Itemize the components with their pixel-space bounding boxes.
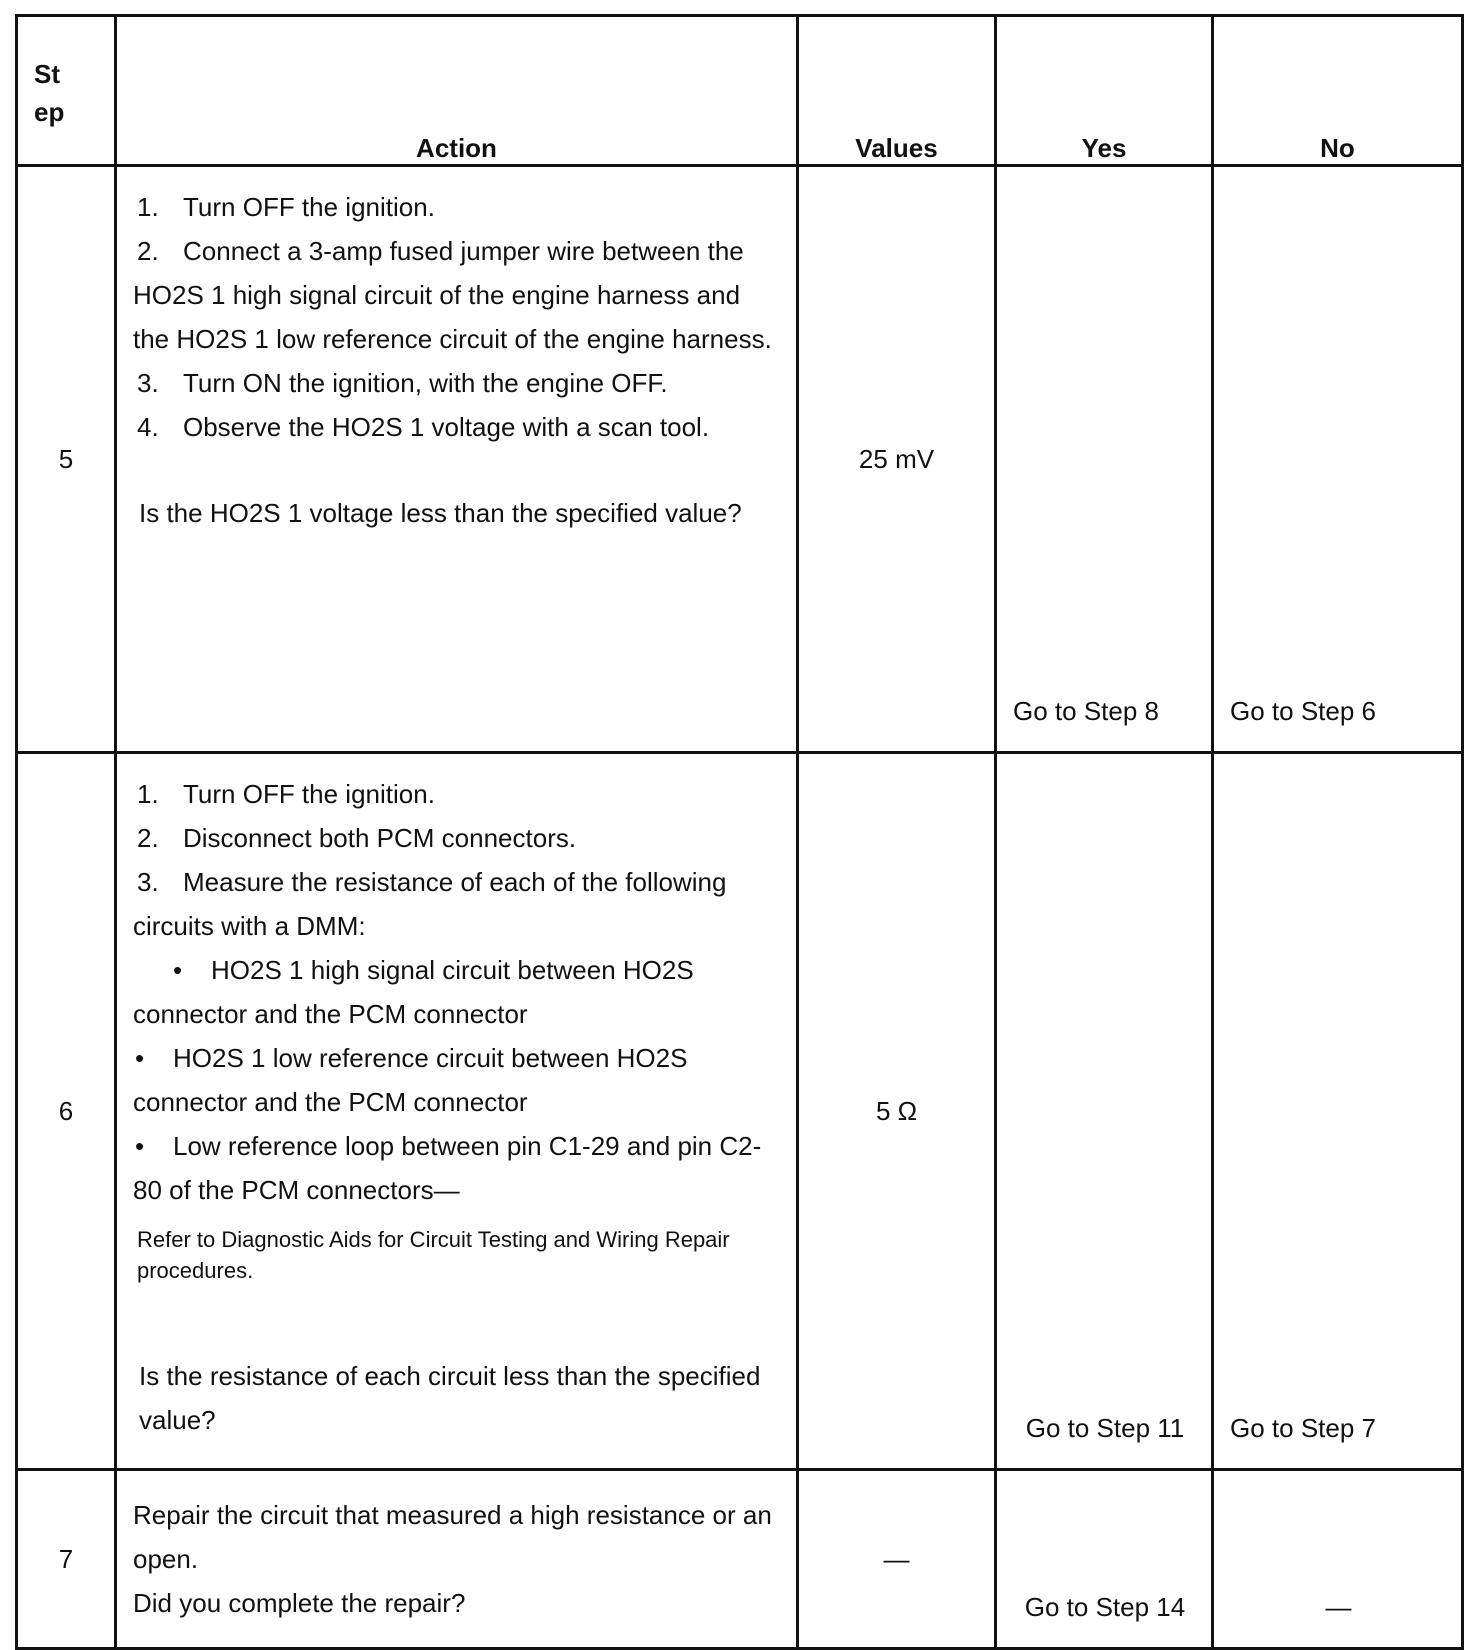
- header-step-line1: St: [34, 58, 60, 89]
- action-cell: [116, 753, 798, 1470]
- diagnostic-table: [15, 14, 1464, 1650]
- table-row: [17, 166, 1463, 753]
- action-item: 2. Connect a 3-amp fused jumper wire between the HO2S 1 high signal circuit of the engine harness and the HO2S 1 low reference circuit of the engine harness.: [133, 236, 772, 354]
- step-number: 6: [17, 753, 116, 1470]
- action-cell: [116, 1470, 798, 1649]
- action-bullet: • Low reference loop between pin C1-29 and pin C2- 80 of the PCM connectors—: [133, 1131, 762, 1205]
- values-cell: 5 Ω: [798, 753, 996, 1470]
- action-note: Refer to Diagnostic Aids for Circuit Testing and Wiring Repair procedures.: [137, 1227, 730, 1283]
- step-number: 5: [17, 166, 116, 753]
- header-step-line2: ep: [34, 96, 65, 127]
- action-bullet: • HO2S 1 low reference circuit between HO2S connector and the PCM connector: [133, 1043, 688, 1117]
- yes-cell: Go to Step 14: [996, 1470, 1213, 1649]
- values-cell: 25 mV: [798, 166, 996, 753]
- step-number: 7: [17, 1470, 116, 1649]
- action-item: 3. Measure the resistance of each of the following circuits with a DMM:: [133, 867, 727, 941]
- action-bullet: • HO2S 1 high signal circuit between HO2S connector and the PCM connector: [133, 955, 694, 1029]
- header-yes: Yes: [996, 16, 1213, 166]
- action-question: Is the HO2S 1 voltage less than the specified value?: [139, 498, 742, 528]
- yes-cell: Go to Step 11: [996, 753, 1213, 1470]
- no-cell: Go to Step 6: [1213, 166, 1463, 753]
- no-cell: Go to Step 7: [1213, 753, 1463, 1470]
- action-text: Repair the circuit that measured a high resistance or an open.: [133, 1500, 772, 1574]
- header-row: [17, 16, 1463, 166]
- table-row: [17, 1470, 1463, 1649]
- table-row: [17, 753, 1463, 1470]
- action-item: 1. Turn OFF the ignition.: [137, 779, 435, 809]
- action-item: 3. Turn ON the ignition, with the engine OFF.: [137, 368, 668, 398]
- action-item: 2. Disconnect both PCM connectors.: [137, 823, 577, 853]
- action-item: 1. Turn OFF the ignition.: [137, 192, 435, 222]
- header-values: Values: [798, 16, 996, 166]
- yes-cell: Go to Step 8: [996, 166, 1213, 753]
- header-step: [17, 16, 116, 166]
- header-action: Action: [116, 16, 798, 166]
- values-cell: —: [798, 1470, 996, 1649]
- action-question: Did you complete the repair?: [133, 1588, 466, 1618]
- action-cell: [116, 166, 798, 753]
- action-question: Is the resistance of each circuit less than the specified value?: [139, 1361, 761, 1435]
- no-cell: —: [1213, 1470, 1463, 1649]
- header-no: No: [1213, 16, 1463, 166]
- action-item: 4. Observe the HO2S 1 voltage with a scan tool.: [137, 412, 710, 442]
